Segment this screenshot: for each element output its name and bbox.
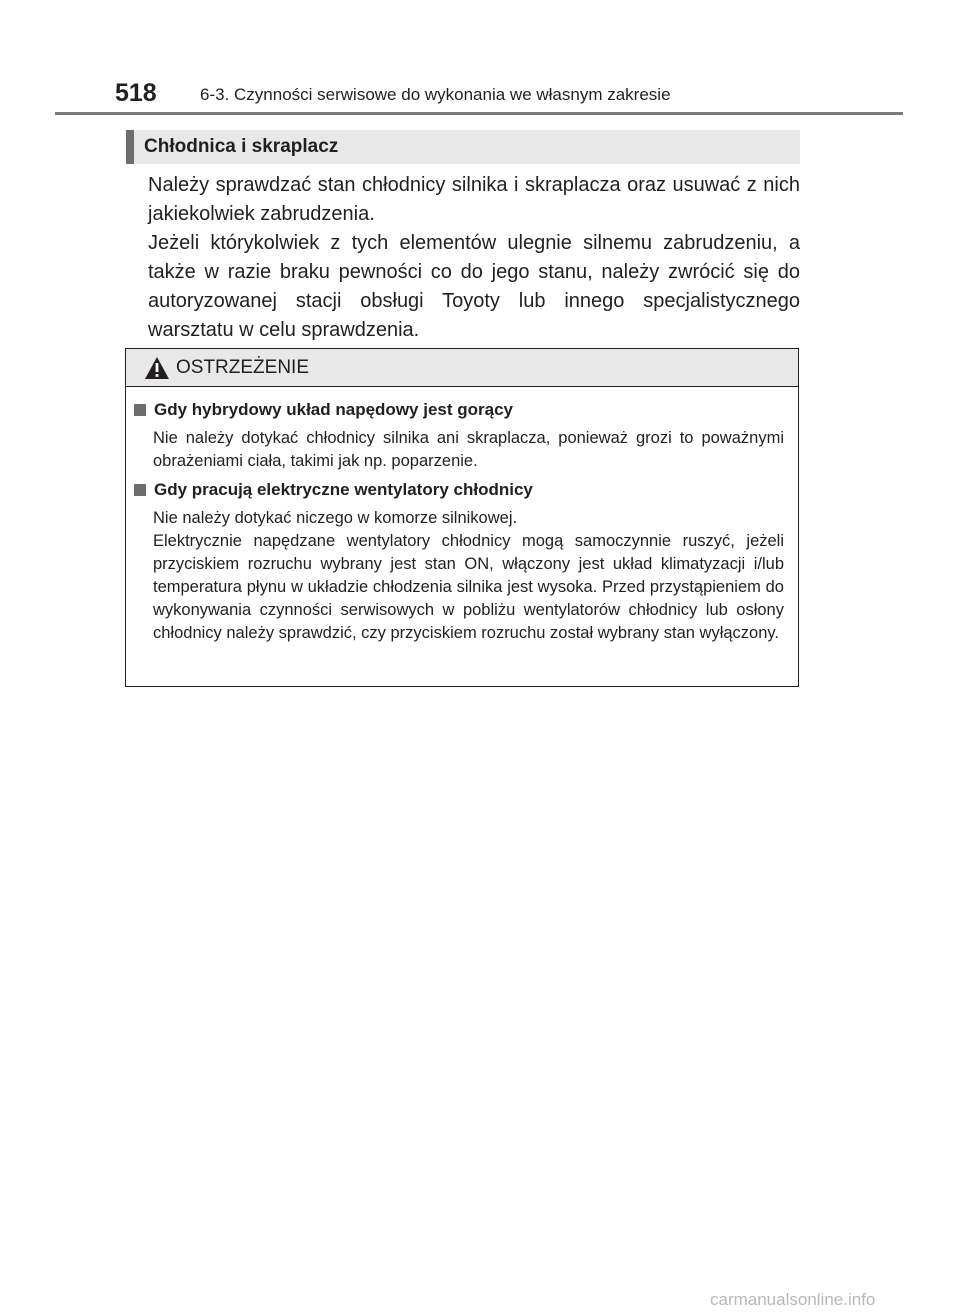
section-heading (126, 130, 800, 164)
warning-item-title-text: Gdy pracują elektryczne wentylatory chłodnicy (154, 480, 533, 499)
warning-title: OSTRZEŻENIE (176, 357, 310, 378)
warning-item-body (153, 427, 784, 473)
warning-item-title (132, 479, 784, 501)
warning-triangle-icon (144, 356, 170, 380)
warning-item-line: Nie należy dotykać chłodnicy silnika ani skraplacza, ponieważ grozi to poważnymi obrażeniami ciała, takimi jak np. poparzenie. (153, 429, 784, 470)
warning-item-body (153, 507, 784, 645)
body-paragraph: Jeżeli którykolwiek z tych elementów ulegnie silnemu zabrudzeniu, a także w razie braku pewności co do jego stanu, należy zwrócić się do autoryzowanej stacji obsługi Toyoty lub innego specjalistycznego warsztatu w celu sprawdzenia. (148, 232, 800, 341)
bullet-square-icon (134, 484, 146, 496)
section-heading-text: Chłodnica i skraplacz (144, 136, 339, 157)
header-divider (55, 112, 903, 115)
warning-item-line: Nie należy dotykać niczego w komorze silnikowej. (153, 509, 518, 527)
body-paragraph: Należy sprawdzać stan chłodnicy silnika i skraplacza oraz usuwać z nich jakiekolwiek zabrudzenia. (148, 174, 800, 225)
footer-watermark: carmanualsonline.info (710, 1290, 876, 1309)
warning-content (132, 399, 784, 651)
warning-item-line: Elektrycznie napędzane wentylatory chłodnicy mogą samoczynnie ruszyć, jeżeli przyciskiem rozruchu wybrany jest stan ON, włączony jest układ klimatyzacji i/lub temperatura płynu w układzie chłodzenia silnika jest wysoka. Przed przystąpieniem do wykonywania czynności serwisowych w pobliżu wentylatorów chłodnicy lub osłony chłodnicy należy sprawdzić, czy przyciskiem rozruchu został wybrany stan wyłączony. (153, 532, 784, 642)
section-body (148, 171, 800, 345)
warning-item-title-text: Gdy hybrydowy układ napędowy jest gorący (154, 400, 513, 419)
bullet-square-icon (134, 404, 146, 416)
section-heading-bar (126, 130, 134, 164)
page-header (55, 78, 903, 114)
chapter-title: 6-3. Czynności serwisowe do wykonania we własnym zakresie (200, 85, 671, 104)
warning-header (126, 349, 798, 387)
page-number: 518 (115, 79, 157, 107)
warning-box (125, 348, 799, 687)
warning-item-title (132, 399, 784, 421)
